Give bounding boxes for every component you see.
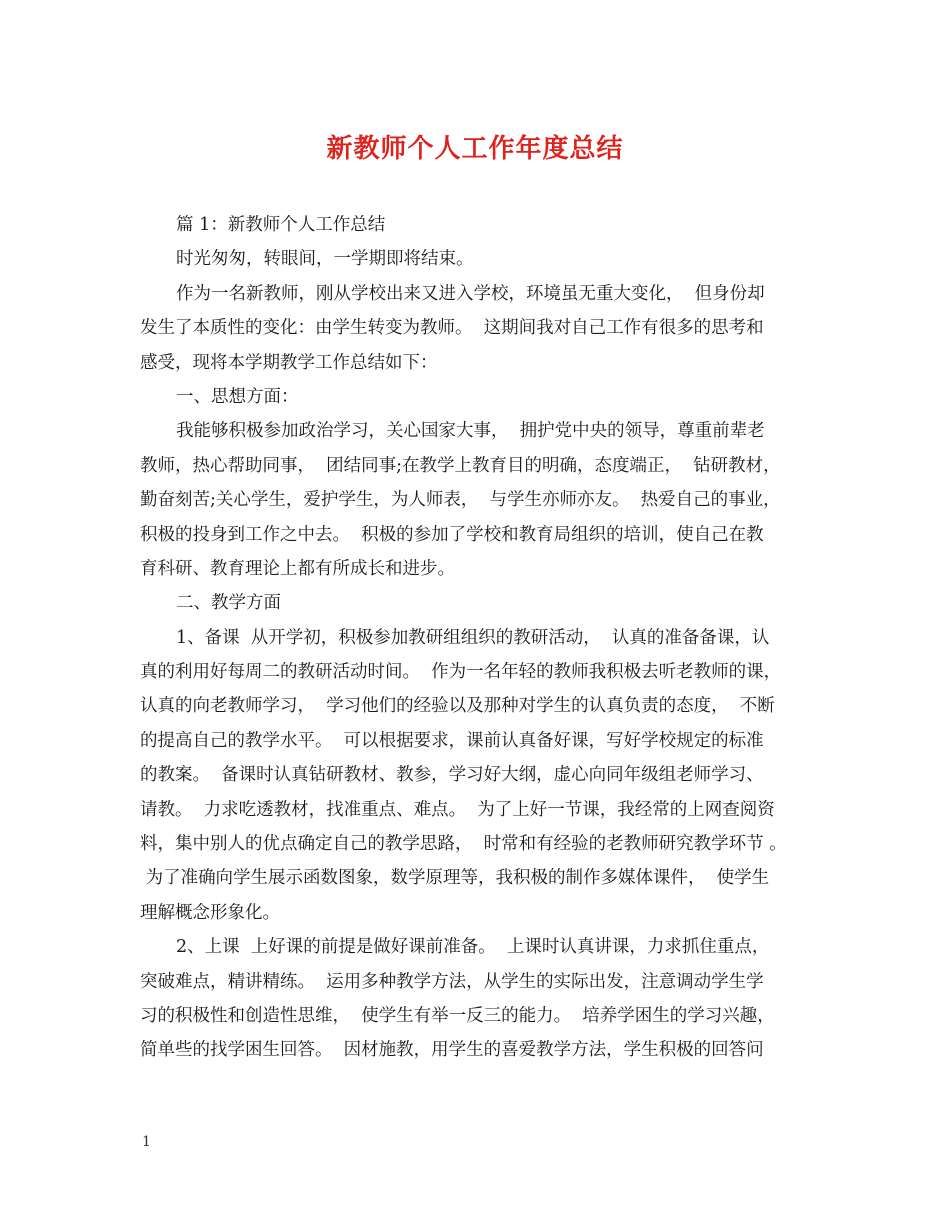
- text-line: 一、思想方面：: [176, 386, 299, 407]
- text-line: 的提高自己的教学水平。 可以根据要求，课前认真备好课，写好学校规定的标准: [140, 730, 764, 751]
- text-line: 篇 1：新教师个人工作总结: [176, 215, 386, 235]
- text-line: 积极的投身到工作之中去。 积极的参加了学校和教育局组织的培训，使自己在教: [140, 524, 764, 545]
- text-line: 教师，热心帮助同事， 团结同事;在教学上教育目的明确，态度端正， 钻研教材，: [140, 455, 781, 476]
- text-line: 感受，现将本学期教学工作总结如下：: [140, 352, 438, 373]
- page-number: 1: [142, 1134, 151, 1150]
- text-line: 料，集中别人的优点确定自己的教学思路， 时常和有经验的老教师研究教学环节 。: [140, 834, 787, 855]
- text-line: 时光匆匆，转眼间，一学期即将结束。: [176, 249, 474, 270]
- text-line: 2、上课 上好课的前提是做好课前准备。 上课时认真讲课，力求抓住重点，: [176, 937, 770, 958]
- document-body: [140, 208, 815, 1068]
- text-line: 我能够积极参加政治学习，关心国家大事， 拥护党中央的领导，尊重前辈老: [176, 421, 765, 442]
- text-line: 简单些的找学困生回答。 因材施教，用学生的喜爱教学方法，学生积极的回答问: [140, 1040, 764, 1061]
- text-line: 习的积极性和创造性思维， 使学生有举一反三的能力。 培养学困生的学习兴趣，: [140, 1005, 775, 1026]
- text-line: 1、备课 从开学初，积极参加教研组组织的教研活动， 认真的准备备课，认: [176, 627, 770, 648]
- text-line: 突破难点，精讲精练。 运用多种教学方法，从学生的实际出发，注意调动学生学: [140, 971, 764, 992]
- text-line: 请教。 力求吃透教材，找准重点、难点。 为了上好一节课，我经常的上网查阅资: [140, 799, 775, 820]
- text-line: 发生了本质性的变化：由学生转变为教师。 这期间我对自己工作有很多的思考和: [140, 318, 764, 339]
- text-line: 为了准确向学生展示函数图象，数学原理等，我积极的制作多媒体课件， 使学生: [140, 868, 770, 889]
- text-line: 认真的向老教师学习， 学习他们的经验以及那种对学生的认真负责的态度， 不断: [140, 696, 775, 717]
- text-line: 育科研、教育理论上都有所成长和进步。: [140, 558, 455, 579]
- text-line: 勤奋刻苦;关心学生，爱护学生，为人师表， 与学生亦师亦友。 热爱自己的事业，: [140, 490, 781, 511]
- text-line: 作为一名新教师，刚从学校出来又进入学校，环境虽无重大变化， 但身份却: [176, 283, 765, 304]
- document-title: 新教师个人工作年度总结: [326, 134, 624, 164]
- text-line: 真的利用好每周二的教研活动时间。 作为一名年轻的教师我积极去听老教师的课，: [140, 662, 782, 683]
- text-line: 理解概念形象化。: [140, 902, 280, 923]
- text-line: 的教案。 备课时认真钻研教材、教参，学习好大纲，虚心向同年级组老师学习、: [140, 765, 764, 786]
- text-line: 二、教学方面: [176, 593, 281, 614]
